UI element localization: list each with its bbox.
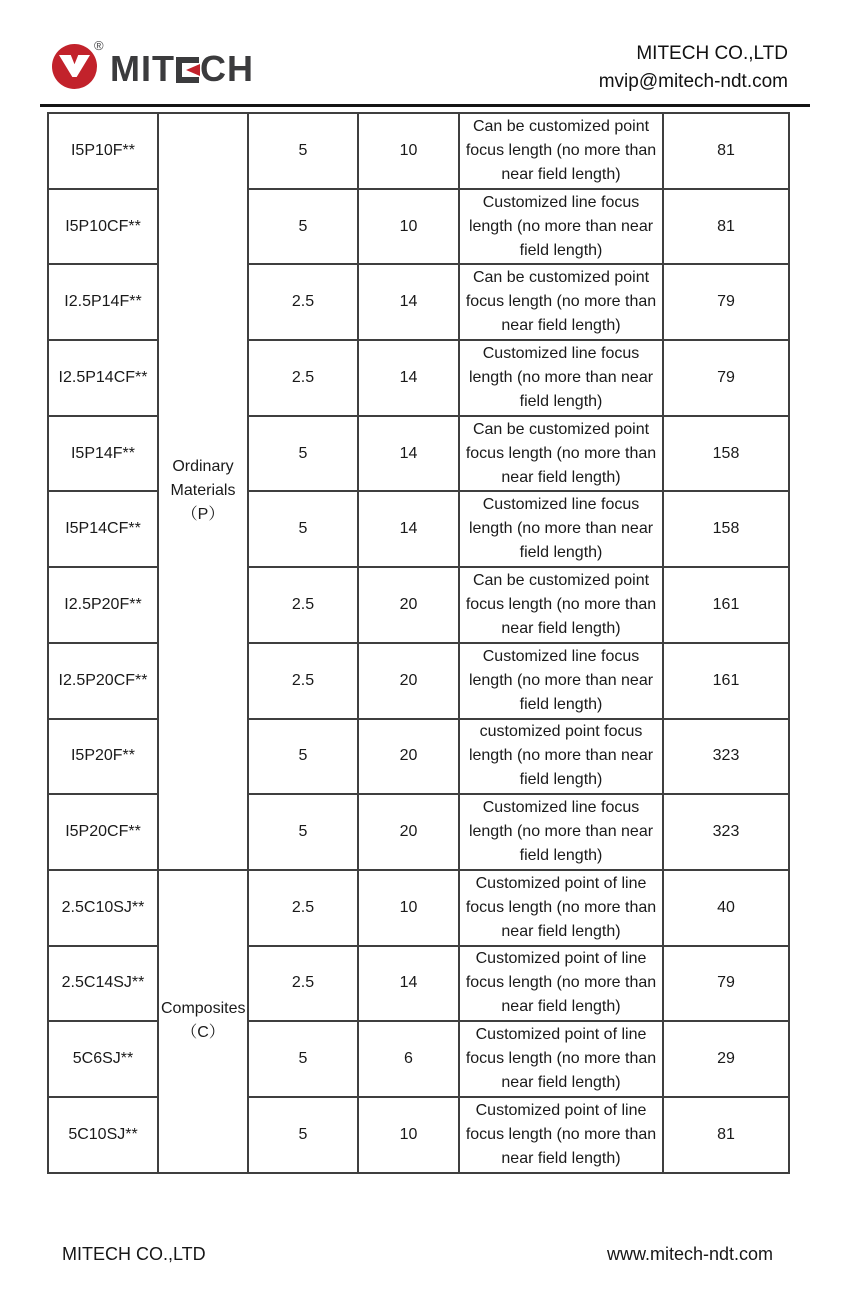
frequency-cell: 5 <box>248 719 358 795</box>
value-cell: 323 <box>663 794 789 870</box>
model-cell: I2.5P14F** <box>48 264 158 340</box>
description-cell: Can be customized point focus length (no more than near field length) <box>459 264 663 340</box>
value-cell: 40 <box>663 870 789 946</box>
model-cell: 5C10SJ** <box>48 1097 158 1173</box>
value-cell: 79 <box>663 264 789 340</box>
material-group-cell-ordinary: Ordinary Materials （P） <box>158 113 248 870</box>
logo-e-arrow-icon <box>176 57 199 83</box>
value-cell: 79 <box>663 946 789 1022</box>
header-contact-block <box>599 40 788 96</box>
mitech-logo-icon <box>52 44 97 89</box>
logo-wordmark <box>110 48 254 90</box>
description-cell: Customized line focus length (no more than near field length) <box>459 340 663 416</box>
description-cell: Customized line focus length (no more than near field length) <box>459 189 663 265</box>
value-cell: 29 <box>663 1021 789 1097</box>
model-cell: I2.5P14CF** <box>48 340 158 416</box>
description-cell: Customized point of line focus length (no more than near field length) <box>459 1097 663 1173</box>
frequency-cell: 5 <box>248 416 358 492</box>
diameter-cell: 10 <box>358 1097 459 1173</box>
diameter-cell: 14 <box>358 491 459 567</box>
footer-website: www.mitech-ndt.com <box>606 1244 773 1264</box>
frequency-cell: 5 <box>248 794 358 870</box>
model-cell: I5P14F** <box>48 416 158 492</box>
diameter-cell: 20 <box>358 567 459 643</box>
description-cell: customized point focus length (no more than near field length) <box>459 719 663 795</box>
diameter-cell: 14 <box>358 264 459 340</box>
frequency-cell: 2.5 <box>248 567 358 643</box>
description-cell: Customized line focus length (no more than near field length) <box>459 643 663 719</box>
value-cell: 161 <box>663 643 789 719</box>
registered-trademark: ® <box>94 38 104 53</box>
frequency-cell: 5 <box>248 491 358 567</box>
table-row <box>48 113 789 189</box>
diameter-cell: 20 <box>358 643 459 719</box>
value-cell: 79 <box>663 340 789 416</box>
value-cell: 81 <box>663 189 789 265</box>
description-cell: Can be customized point focus length (no more than near field length) <box>459 416 663 492</box>
diameter-cell: 20 <box>358 794 459 870</box>
frequency-cell: 2.5 <box>248 643 358 719</box>
footer-company: MITECH CO.,LTD <box>62 1244 206 1264</box>
diameter-cell: 6 <box>358 1021 459 1097</box>
model-cell: 2.5C14SJ** <box>48 946 158 1022</box>
description-cell: Customized point of line focus length (no more than near field length) <box>459 1021 663 1097</box>
model-cell: I5P20CF** <box>48 794 158 870</box>
model-cell: I5P20F** <box>48 719 158 795</box>
diameter-cell: 10 <box>358 189 459 265</box>
description-cell: Customized point of line focus length (no more than near field length) <box>459 946 663 1022</box>
description-cell: Customized line focus length (no more than near field length) <box>459 491 663 567</box>
diameter-cell: 14 <box>358 946 459 1022</box>
value-cell: 81 <box>663 1097 789 1173</box>
description-cell: Customized point of line focus length (no more than near field length) <box>459 870 663 946</box>
diameter-cell: 10 <box>358 113 459 189</box>
frequency-cell: 2.5 <box>248 870 358 946</box>
diameter-cell: 10 <box>358 870 459 946</box>
material-group-cell-composites: Composites （C） <box>158 870 248 1173</box>
model-cell: I5P10F** <box>48 113 158 189</box>
diameter-cell: 14 <box>358 340 459 416</box>
frequency-cell: 5 <box>248 1097 358 1173</box>
header-divider <box>40 104 810 107</box>
logo-text-right: CH <box>199 48 254 89</box>
frequency-cell: 5 <box>248 113 358 189</box>
frequency-cell: 5 <box>248 1021 358 1097</box>
description-cell: Can be customized point focus length (no more than near field length) <box>459 567 663 643</box>
logo-m-glyph-icon <box>59 55 90 77</box>
model-cell: I2.5P20F** <box>48 567 158 643</box>
value-cell: 81 <box>663 113 789 189</box>
model-cell: I5P10CF** <box>48 189 158 265</box>
mitech-logo <box>52 44 97 89</box>
value-cell: 158 <box>663 491 789 567</box>
frequency-cell: 2.5 <box>248 946 358 1022</box>
frequency-cell: 5 <box>248 189 358 265</box>
model-cell: 5C6SJ** <box>48 1021 158 1097</box>
value-cell: 161 <box>663 567 789 643</box>
diameter-cell: 14 <box>358 416 459 492</box>
description-cell: Can be customized point focus length (no more than near field length) <box>459 113 663 189</box>
table-row <box>48 870 789 946</box>
value-cell: 323 <box>663 719 789 795</box>
model-cell: I2.5P20CF** <box>48 643 158 719</box>
model-cell: I5P14CF** <box>48 491 158 567</box>
page-header <box>0 0 850 110</box>
company-email: mvip@mitech-ndt.com <box>598 71 788 92</box>
description-cell: Customized line focus length (no more than near field length) <box>459 794 663 870</box>
probe-spec-table <box>47 112 790 1174</box>
company-name: MITECH CO.,LTD <box>636 43 788 64</box>
frequency-cell: 2.5 <box>248 264 358 340</box>
page-footer <box>62 1244 773 1265</box>
logo-text-left: MIT <box>110 48 175 89</box>
diameter-cell: 20 <box>358 719 459 795</box>
frequency-cell: 2.5 <box>248 340 358 416</box>
value-cell: 158 <box>663 416 789 492</box>
model-cell: 2.5C10SJ** <box>48 870 158 946</box>
